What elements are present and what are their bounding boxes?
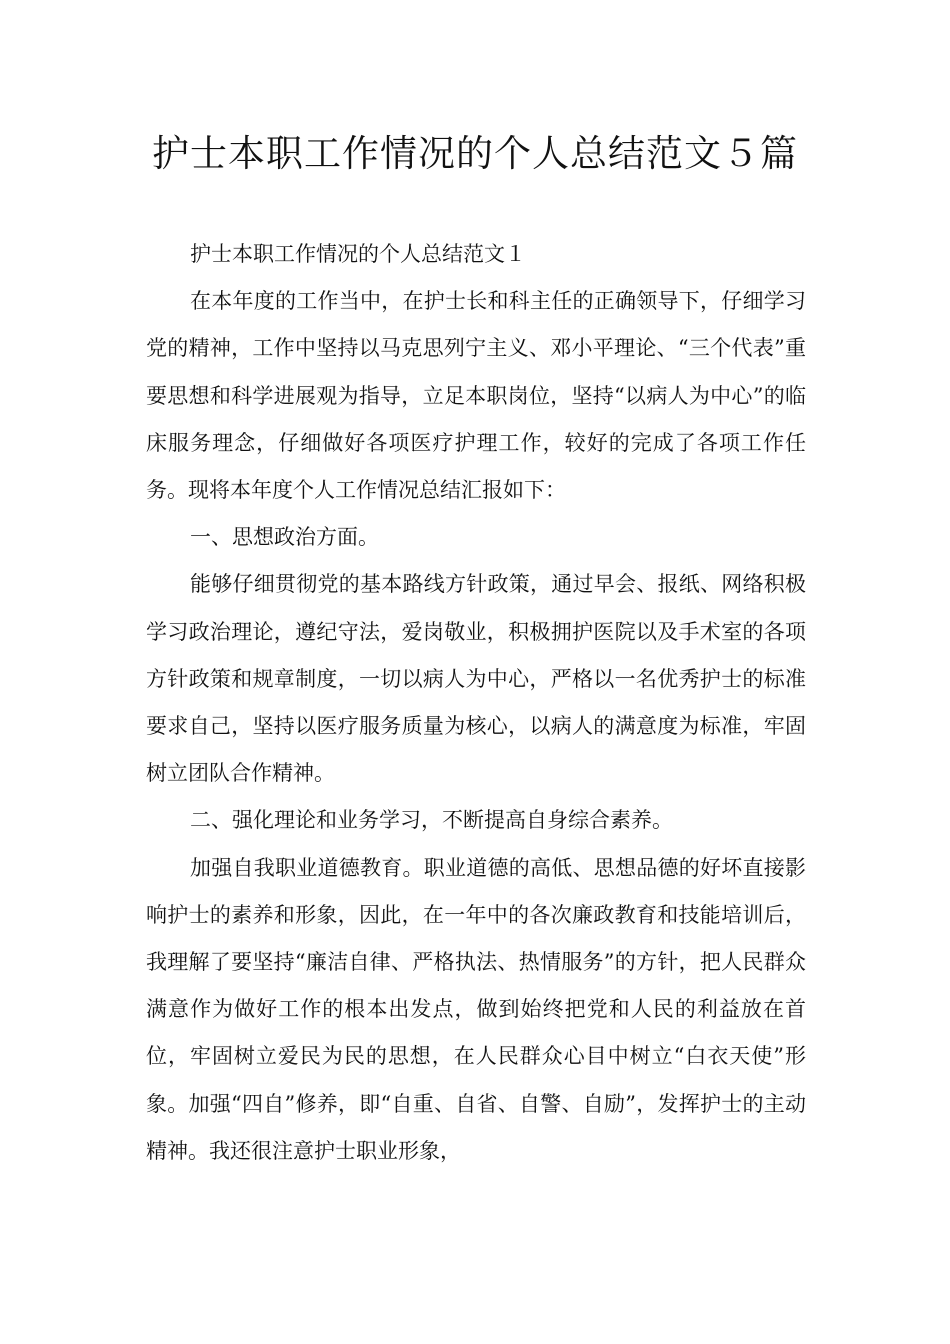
section-heading-1: 护士本职工作情况的个人总结范文１ [190, 242, 526, 266]
paragraph-intro: 在本年度的工作当中，在护士长和科主任的正确领导下，仔细学习党的精神，工作中坚持以马克思列宁主义、邓小平理论、“三个代表”重要思想和科学进展观为指导，立足本职岗位，坚持“以病人为中心”的临床服务理念，仔细做好各项医疗护理工作，较好的完成了各项工作任务。现将本年度个人工作情况总结汇报如下： [146, 289, 806, 503]
document-body [146, 231, 806, 1175]
paragraph-political: 能够仔细贯彻党的基本路线方针政策，通过早会、报纸、网络积极学习政治理论，遵纪守法，爱岗敬业，积极拥护医院以及手术室的各项方针政策和规章制度，一切以病人为中心，严格以一名优秀护士的标准要求自己，坚持以医疗服务质量为核心，以病人的满意度为标准，牢固树立团队合作精神。 [146, 572, 806, 786]
subheading-political: 一、思想政治方面。 [190, 525, 379, 550]
paragraph-study: 加强自我职业道德教育。职业道德的高低、思想品德的好坏直接影响护士的素养和形象，因此，在一年中的各次廉政教育和技能培训后，我理解了要坚持“廉洁自律、严格执法、热情服务”的方针，把人民群众满意作为做好工作的根本出发点，做到始终把党和人民的利益放在首位，牢固树立爱民为民的思想，在人民群众心目中树立“白衣天使”形象。加强“四自”修养，即“自重、自省、自警、自励”，发挥护士的主动精神。我还很注意护士职业形象， [146, 855, 806, 1163]
subheading-study: 二、强化理论和业务学习，不断提高自身综合素养。 [190, 808, 673, 833]
document-title: 护士本职工作情况的个人总结范文５篇 [152, 132, 798, 175]
